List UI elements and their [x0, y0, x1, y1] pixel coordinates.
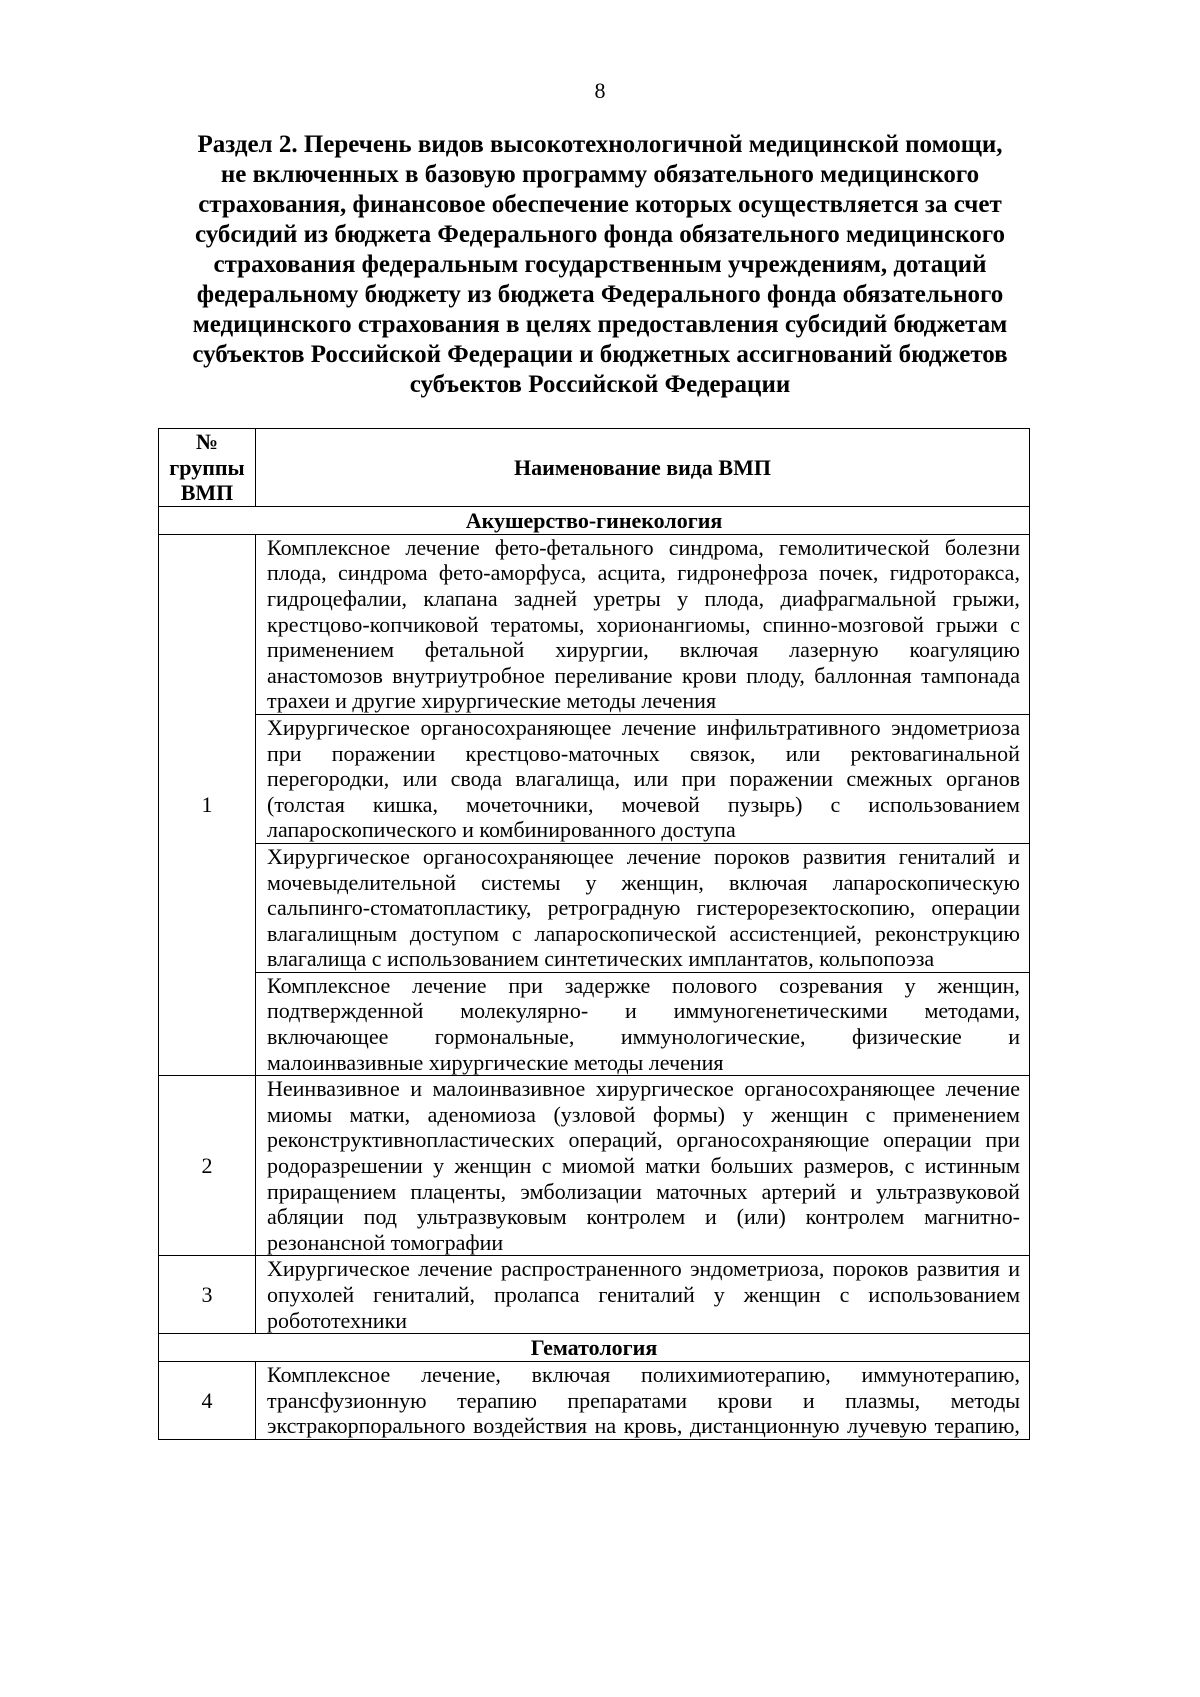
group-items	[256, 1362, 1029, 1439]
word: спинно-мозговой	[762, 611, 924, 637]
group-number-text: 2	[201, 1153, 213, 1179]
word: мочевой	[621, 791, 700, 817]
word: созревания	[779, 972, 883, 998]
word: системы	[481, 869, 561, 895]
title-line: не включенных в базовую программу обязательного медицинского	[220, 161, 980, 188]
title-line: субсидий из бюджета Федерального фонда обязательного медицинского	[195, 221, 1005, 248]
vmp-table	[158, 428, 1030, 1440]
word: диафрагмальной	[780, 585, 937, 611]
word: лечение	[621, 714, 697, 740]
word: применением	[267, 637, 395, 663]
word: формы)	[653, 1101, 725, 1127]
word: лечение	[405, 534, 480, 560]
word: включая	[531, 1362, 611, 1388]
word: лазерную	[789, 637, 879, 663]
word: задержке	[564, 972, 651, 998]
group-number	[159, 1256, 256, 1333]
word: с	[865, 1101, 876, 1127]
table-row	[159, 1361, 1029, 1439]
vmp-item	[256, 714, 1029, 843]
text-line	[267, 637, 1020, 663]
word: Комплексное	[267, 534, 391, 560]
word: при	[508, 972, 543, 998]
word: асцита,	[597, 560, 666, 586]
word: почек,	[819, 560, 879, 586]
word: пороков	[832, 1256, 909, 1282]
group-number-text: 4	[201, 1387, 213, 1413]
word: реконструкцию	[874, 920, 1020, 946]
word: терапию,	[934, 1413, 1020, 1439]
word: фето-аморфуса,	[438, 560, 587, 586]
word: малоинвазивное	[432, 1076, 586, 1102]
word: мочевыделительной	[267, 869, 456, 895]
word: грыжи,	[952, 585, 1020, 611]
text-line	[267, 1153, 1020, 1179]
section-row: Акушерство-гинекология	[159, 506, 1029, 534]
word: плазмы,	[845, 1387, 921, 1413]
word: органосохраняющее	[422, 843, 614, 869]
text-line	[267, 1282, 1020, 1308]
word: с	[541, 1153, 552, 1179]
vmp-item	[256, 1076, 1029, 1255]
word: гениталий	[598, 1282, 695, 1307]
text-line	[267, 586, 1020, 612]
text-line: робототехники	[267, 1307, 408, 1333]
word: пузырь)	[727, 791, 803, 817]
word: приращением	[267, 1178, 397, 1204]
title-line: субъектов Российской Федерации	[409, 371, 791, 398]
word: влагалищным	[267, 920, 397, 946]
title-line: медицинского страхования в целях предоставления субсидий бюджетам	[192, 311, 1008, 338]
word: гормональные,	[434, 1024, 575, 1050]
word: связок,	[689, 740, 756, 766]
text-line	[267, 1102, 1020, 1128]
word: и	[1008, 843, 1020, 869]
word: методы	[950, 1387, 1020, 1413]
word: пороков	[714, 843, 790, 869]
word: гидронефроза	[677, 560, 808, 586]
word: у	[433, 1153, 445, 1179]
title-line: Раздел 2. Перечень видов высокотехнологичной медицинской помощи,	[197, 131, 1003, 158]
word: иммуногенетическими	[673, 998, 888, 1024]
group-number-text: 3	[201, 1282, 213, 1307]
word: лечение	[418, 1256, 493, 1282]
word: хорионангиомы,	[596, 611, 751, 637]
word: Неинвазивное	[267, 1076, 400, 1102]
word: гениталий	[898, 843, 996, 869]
title-line: страхования, финансовое обеспечение которых осуществляется за счет	[198, 191, 1002, 218]
word: и	[410, 1076, 422, 1102]
word: плоду,	[746, 662, 805, 688]
word: Хирургическое	[267, 1256, 410, 1282]
word: внутриутробное	[392, 662, 545, 688]
word: Хирургическое	[267, 843, 410, 869]
text-line: лапароскопического и комбинированного доступа	[267, 817, 736, 843]
word: операции	[931, 895, 1020, 921]
word: сальпинго-стоматопластику,	[267, 895, 532, 921]
word: кровь,	[623, 1413, 683, 1439]
word: у	[713, 1282, 725, 1307]
text-line	[267, 1024, 1020, 1050]
word: крестцово-маточных	[465, 740, 660, 766]
word: операций,	[568, 1127, 663, 1153]
vmp-item	[256, 1256, 1029, 1333]
word: гениталий,	[373, 1282, 476, 1307]
word: органов	[946, 766, 1020, 792]
word: маточных	[656, 1178, 748, 1204]
word: синдрома,	[668, 534, 764, 560]
word: плода,	[704, 585, 765, 611]
table-row	[159, 1075, 1029, 1255]
word: коагуляцию	[909, 637, 1020, 663]
word: фето-фетального	[494, 534, 654, 560]
word: инфильтративного	[706, 714, 881, 740]
word: переливание	[554, 662, 673, 688]
word: крестцово-копчиковой	[267, 611, 479, 637]
text-line	[267, 1388, 1020, 1414]
group-items	[256, 1256, 1029, 1333]
word: контролем	[586, 1204, 686, 1230]
group-number	[159, 1362, 256, 1439]
word: на	[594, 1413, 617, 1439]
word: женщин	[454, 1153, 532, 1179]
table-row	[159, 534, 1029, 1075]
text-line	[267, 1362, 1020, 1388]
word: полихимиотерапию,	[641, 1362, 831, 1388]
word: или	[785, 740, 821, 766]
word: распространенного	[500, 1256, 682, 1282]
word: фетальной	[424, 637, 525, 663]
word: синдрома	[337, 560, 428, 586]
word: свода	[450, 766, 502, 792]
vmp-item	[256, 843, 1029, 972]
word: ультразвуковой	[876, 1178, 1020, 1204]
word: и	[850, 1178, 862, 1204]
word: тампонада	[921, 662, 1020, 688]
word: контролем	[805, 1204, 905, 1230]
word: смежных	[846, 766, 933, 792]
text-line	[267, 663, 1020, 689]
word: хирургии,	[555, 637, 649, 663]
word: при	[681, 766, 717, 792]
word: хирургическое	[595, 1076, 734, 1102]
word: лечение,	[421, 1362, 501, 1388]
word: влагалища,	[515, 766, 621, 792]
text-line: трахеи и другие хирургические методы лечения	[267, 688, 717, 714]
word: больших	[710, 1153, 794, 1179]
word: ассистенцией,	[729, 920, 862, 946]
word: Комплексное	[267, 972, 391, 998]
word: реконструктивнопластических	[267, 1127, 555, 1153]
word: кишка,	[372, 791, 438, 817]
word: ректовагинальной	[850, 740, 1020, 766]
word: органосохраняющее	[420, 714, 612, 740]
word: у	[585, 869, 597, 895]
text-line: малоинвазивные хирургические методы лечения	[267, 1049, 724, 1075]
word: у	[742, 1101, 754, 1127]
word: (или)	[736, 1204, 786, 1230]
vmp-item	[256, 1362, 1029, 1439]
word: эндометриоза	[891, 714, 1020, 740]
word: Комплексное	[267, 1362, 391, 1388]
word: подтвержденной	[267, 998, 424, 1024]
header-group-number	[159, 429, 256, 506]
word: плода,	[267, 560, 327, 586]
word: эмболизации	[520, 1178, 642, 1204]
page-number: 8	[594, 78, 606, 103]
word: с	[1010, 611, 1020, 637]
section-title	[0, 130, 1200, 400]
header-line: №	[195, 429, 219, 454]
text-line: резонансной томографии	[267, 1229, 504, 1255]
word: у	[904, 972, 916, 998]
word: с	[511, 920, 522, 946]
word: матки	[645, 1153, 701, 1179]
word: у	[677, 585, 689, 611]
word: и	[1008, 1024, 1020, 1050]
word: гистерорезектоскопию,	[696, 895, 916, 921]
word: методами,	[924, 998, 1020, 1024]
title-line: субъектов Российской Федерации и бюджетных ассигнований бюджетов	[192, 341, 1008, 368]
word: поражении	[729, 766, 834, 792]
word: (узловой	[553, 1101, 636, 1127]
word: использованием	[868, 1282, 1020, 1307]
text-line	[267, 766, 1020, 792]
word: женщин	[743, 1282, 821, 1307]
word: женщин,	[621, 869, 704, 895]
word: уретры	[593, 585, 661, 611]
text-line	[267, 1179, 1020, 1205]
word: применением	[892, 1101, 1020, 1127]
word: иммунотерапию,	[861, 1362, 1020, 1388]
header-line: ВМП	[180, 480, 234, 506]
word: молекулярно-	[460, 998, 589, 1024]
text-line	[267, 844, 1020, 870]
word: полового	[672, 972, 758, 998]
word: аденомиоза	[427, 1101, 536, 1127]
word: эндометриоза,	[690, 1256, 825, 1282]
word: иммунологические,	[620, 1024, 806, 1050]
word: миомы	[267, 1101, 332, 1127]
word: магнитно-	[924, 1204, 1020, 1230]
word: (толстая	[267, 791, 345, 817]
header-line: группы	[169, 454, 245, 480]
word: органосохраняющие	[676, 1127, 870, 1153]
word: с	[904, 1153, 915, 1179]
word: дистанционную	[689, 1413, 840, 1439]
word: женщин	[771, 1101, 849, 1127]
text-line	[267, 921, 1020, 947]
word: крови	[717, 1387, 773, 1413]
word: лапароскопической	[534, 920, 717, 946]
title-line: страхования федеральным государственным учреждениям, дотаций	[213, 251, 987, 278]
word: включая	[728, 869, 808, 895]
word: и	[625, 998, 637, 1024]
word: с	[839, 1282, 850, 1307]
group-number-text: 1	[201, 792, 213, 818]
word: операции	[883, 1127, 972, 1153]
text-line	[267, 895, 1020, 921]
word: опухолей	[267, 1282, 355, 1307]
text-line	[267, 1076, 1020, 1102]
word: ультразвуковым	[416, 1204, 567, 1230]
word: при	[267, 740, 302, 766]
word: клапана	[423, 585, 498, 611]
word: гидроторакса,	[889, 560, 1020, 586]
word: развития	[916, 1256, 1000, 1282]
word: воздействия	[473, 1413, 588, 1439]
text-line	[267, 741, 1020, 767]
vmp-item	[256, 535, 1029, 714]
title-line: федеральному бюджету из бюджета Федерального фонда обязательного	[196, 281, 1004, 308]
word: развития	[802, 843, 886, 869]
word: поражении	[331, 740, 436, 766]
word: родоразрешении	[267, 1153, 423, 1179]
word: задней	[514, 585, 577, 611]
word: физические	[851, 1024, 962, 1050]
word: трансфузионную	[267, 1387, 427, 1413]
text-line: влагалища с использованием синтетических имплантатов, кольпопоэза	[267, 946, 935, 972]
word: лечение	[626, 843, 702, 869]
text-line	[267, 715, 1020, 741]
word: под	[363, 1204, 398, 1230]
word: миомой	[561, 1153, 635, 1179]
word: размеров,	[803, 1153, 895, 1179]
word: и	[802, 1387, 815, 1413]
section-row: Гематология	[159, 1333, 1029, 1361]
word: включая	[679, 637, 759, 663]
word: матки,	[349, 1101, 411, 1127]
word: истинным	[924, 1153, 1020, 1179]
header-vmp-name: Наименование вида ВМП	[514, 454, 771, 480]
word: перегородки,	[267, 766, 390, 792]
word: крови	[681, 662, 737, 688]
word: лечение	[412, 972, 487, 998]
text-line	[267, 1413, 1020, 1439]
word: лучевую	[847, 1413, 928, 1439]
text-line	[267, 792, 1020, 818]
table-row	[159, 1255, 1029, 1333]
text-line	[267, 1204, 1020, 1230]
word: препаратами	[567, 1387, 688, 1413]
text-line	[267, 1256, 1020, 1282]
vmp-item	[256, 972, 1029, 1075]
word: ретроградную	[547, 895, 681, 921]
text-line	[267, 1127, 1020, 1153]
word: или	[402, 766, 438, 792]
word: тератомы,	[490, 611, 585, 637]
word: органосохраняющее	[744, 1076, 936, 1102]
word: пролапса	[493, 1282, 580, 1307]
word: экстракорпорального	[267, 1413, 466, 1439]
word: или	[633, 766, 669, 792]
table-header-row	[159, 429, 1029, 506]
text-line	[267, 870, 1020, 896]
word: лечение	[945, 1076, 1020, 1102]
word: и	[1008, 1256, 1020, 1282]
word: Хирургическое	[267, 714, 410, 740]
word: плаценты,	[410, 1178, 507, 1204]
word: лапароскопическую	[832, 869, 1020, 895]
text-line	[267, 560, 1020, 586]
word: терапию	[457, 1387, 537, 1413]
word: женщин,	[937, 972, 1020, 998]
group-number	[159, 535, 256, 1075]
word: гидроцефалии,	[267, 585, 408, 611]
word: баллонная	[814, 662, 912, 688]
group-number	[159, 1076, 256, 1255]
word: мочеточники,	[466, 791, 594, 817]
word: использованием	[868, 791, 1020, 817]
word: артерий	[761, 1178, 837, 1204]
word: абляции	[267, 1204, 344, 1230]
text-line	[267, 535, 1020, 561]
word: и	[705, 1204, 717, 1230]
word: включающее	[267, 1024, 389, 1050]
word: при	[985, 1127, 1020, 1153]
word: грыжи	[936, 611, 998, 637]
word: с	[830, 791, 841, 817]
group-items	[256, 1076, 1029, 1255]
word: анастомозов	[267, 662, 383, 688]
group-items	[256, 535, 1029, 1075]
word: гемолитической	[778, 534, 930, 560]
text-line	[267, 612, 1020, 638]
text-line	[267, 973, 1020, 999]
word: болезни	[944, 534, 1020, 560]
text-line	[267, 998, 1020, 1024]
word: доступом	[409, 920, 499, 946]
